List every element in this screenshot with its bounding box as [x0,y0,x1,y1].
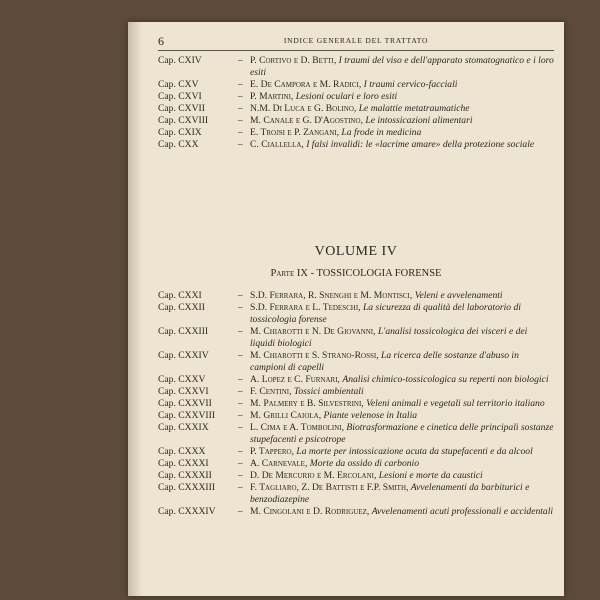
chapter-authors: E. De Campora e M. Radici [250,78,359,90]
chapter-authors: F. Centini [250,385,290,397]
chapter-authors: M. Chiarotti e N. De Giovanni [250,325,374,337]
chapter-number: Cap. CXXIII [158,325,209,337]
chapter-number: Cap. CXVIII [158,115,209,127]
chapter-authors: M. Cingolani e D. Rodriguez [250,506,367,518]
chapter-title: La sicurezza di qualità del laboratorio di tossicologia forense [250,302,521,325]
chapter-number: Cap. CXXX [158,446,206,458]
chapter-description: M. Chiarotti e N. De Giovanni, L'analisi tossicologica dei visceri e dei liquidi biologici [250,325,528,349]
chapter-description: P. Tappero, La morte per intossicazione acuta da stupefacenti e da alcool [250,446,533,458]
chapter-authors: M. Chiarotti e S. Strano-Rossi [250,349,377,361]
chapter-number: Cap. CXXXIII [158,482,216,494]
chapter-description: N.M. Di Luca e G. Bolino, Le malattie metatraumatiche [250,103,470,115]
chapter-description: A. Carnevale, Morte da ossido di carbonio [250,458,420,470]
chapter-entry [158,103,554,115]
chapter-title: I traumi cervico-facciali [363,78,458,90]
chapter-authors: P. Tappero [250,446,292,458]
chapter-description: M. Cingolani e D. Rodriguez, Avvelenamenti acuti professionali e accidentali [250,506,554,518]
chapter-title: I falsi invalidi: le «lacrime amare» della protezione sociale [306,139,535,151]
entry-dash: – [238,90,243,102]
chapter-entry [158,506,554,518]
chapter-entry [158,422,554,446]
volume-title: VOLUME IV [314,244,398,259]
chapter-title: I traumi del viso e dell'apparato stomatognatico e i loro esiti [250,55,554,78]
entry-dash: – [238,373,243,385]
entry-dash: – [238,397,243,409]
chapter-authors: M. Canale e G. D'Agostino [250,115,361,127]
chapter-number: Cap. CXV [158,78,199,90]
chapter-number: Cap. CXXXI [158,458,209,470]
chapter-title: L'analisi tossicologica dei visceri e dei liquidi biologici [250,325,528,349]
book-page [128,22,564,596]
chapter-description: F. Tagliaro, Z. De Battisti e F.P. Smith, Avvelenamenti da barbiturici e benzodiazepine [250,482,530,506]
chapter-description: M. Grilli Caiola, Piante velenose in Italia [250,410,418,422]
chapter-title: La frode in medicina [341,127,422,139]
chapter-number: Cap. CXXXIV [158,506,216,518]
entry-dash: – [238,385,243,397]
chapter-entry [158,386,554,398]
page-header [158,34,554,51]
chapter-title: Avvelenamenti da barbiturici e benzodiazepine [250,482,530,506]
chapter-description: M. Canale e G. D'Agostino, Le intossicazioni alimentari [250,115,473,127]
chapter-number: Cap. CXXVII [158,397,212,409]
chapter-title: Le malattie metatraumatiche [358,103,470,115]
chapter-authors: S.D. Ferrara, R. Snenghi e M. Montisci [250,290,410,301]
chapter-title: Avvelenamenti acuti professionali e accidentali [371,506,554,518]
chapter-description: P. Martini, Lesioni oculari e loro esiti [250,90,398,102]
chapter-authors: P. Cortivo e D. Betti [250,55,334,66]
chapter-authors: F. Tagliaro, Z. De Battisti e F.P. Smith [250,482,406,494]
entry-dash: – [238,78,243,90]
chapter-entry [158,55,554,79]
chapter-authors: M. Grilli Caiola [250,410,319,422]
chapter-description: D. De Mercurio e M. Ercolani, Lesioni e morte da caustici [250,470,483,482]
chapter-entry [158,139,554,151]
chapter-number: Cap. CXIV [158,55,202,66]
chapter-number: Cap. CXXV [158,373,206,385]
chapter-number: Cap. CXXI [158,290,202,301]
chapter-entry [158,290,554,302]
chapter-authors: M. Palmery e B. Silvestrini [250,397,362,409]
chapter-entry [158,374,554,386]
chapter-authors: S.D. Ferrara e L. Tedeschi [250,302,359,314]
entry-dash: – [238,482,243,494]
chapter-title: Veleni animali e vegetali sul territorio italiano [366,397,545,409]
chapter-description: M. Chiarotti e S. Strano-Rossi, La ricerca delle sostanze d'abuso in campioni di capelli [250,349,519,373]
chapter-authors: L. Cima e A. Tombolini [250,422,342,434]
chapter-authors: A. Lopez e C. Furnari [250,373,338,385]
chapter-authors: E. Trojsi e P. Zangani [250,127,337,139]
chapter-authors: N.M. Di Luca e G. Bolino [250,103,354,115]
chapter-description: E. De Campora e M. Radici, I traumi cervico-facciali [250,78,458,90]
entry-dash: – [238,302,243,314]
chapter-entry [158,302,554,326]
chapter-title: Le intossicazioni alimentari [365,115,473,127]
chapter-authors: A. Carnevale [250,458,305,470]
chapter-title: Morte da ossido di carbonio [309,458,420,470]
chapter-list-part-viii [158,55,554,151]
chapter-authors: P. Martini [250,90,291,102]
chapter-number: Cap. CXXIX [158,422,209,434]
chapter-description: L. Cima e A. Tombolini, Biotrasformazione e cinetica delle principali sostanze stupefacenti e psicotrope [250,422,554,445]
chapter-entry [158,482,554,506]
chapter-description: S.D. Ferrara e L. Tedeschi, La sicurezza di qualità del laboratorio di tossicologia forense [250,302,521,325]
chapter-number: Cap. CXXVI [158,385,209,397]
chapter-title: Piante velenose in Italia [323,410,418,422]
entry-dash: – [238,127,243,139]
chapter-number: Cap. CXVI [158,90,202,102]
chapter-title: Tossici ambientali [293,385,364,397]
chapter-description: E. Trojsi e P. Zangani, La frode in medicina [250,127,422,139]
chapter-number: Cap. CXXXII [158,470,212,482]
running-title: INDICE GENERALE DEL TRATTATO [283,36,429,45]
part-label: Parte IX [270,268,308,279]
chapter-title: Lesioni e morte da caustici [378,470,483,482]
entry-dash: – [238,139,243,151]
chapter-title: La morte per intossicazione acuta da stupefacenti e da alcool [296,446,533,458]
entry-dash: – [238,55,243,66]
entry-dash: – [238,506,243,518]
chapter-entry [158,410,554,422]
chapter-description: A. Lopez e C. Furnari, Analisi chimico-tossicologica su reperti non biologici [250,373,549,385]
part-title: TOSSICOLOGIA FORENSE [316,268,442,279]
chapter-description: F. Centini, Tossici ambientali [250,385,364,397]
entry-dash: – [238,115,243,127]
chapter-entry [158,350,554,374]
chapter-title: Biotrasformazione e cinetica delle principali sostanze stupefacenti e psicotrope [250,422,554,445]
chapter-entry [158,79,554,91]
entry-dash: – [238,410,243,422]
page-gutter-shadow [128,22,142,596]
chapter-title: Analisi chimico-tossicologica su reperti non biologici [342,373,549,385]
entry-dash: – [238,290,243,301]
chapter-number: Cap. CXIX [158,127,202,139]
chapter-authors: C. Ciallella [250,139,302,151]
entry-dash: – [238,458,243,470]
entry-dash: – [238,325,243,337]
entry-dash: – [238,470,243,482]
chapter-entry [158,446,554,458]
chapter-description: S.D. Ferrara, R. Snenghi e M. Montisci, Veleni e avvelenamenti [250,290,503,301]
chapter-title: La ricerca delle sostanze d'abuso in campioni di capelli [250,349,519,373]
entry-dash: – [238,422,243,434]
chapter-title: Veleni e avvelenamenti [414,290,503,301]
chapter-description: M. Palmery e B. Silvestrini, Veleni animali e vegetali sul territorio italiano [250,397,545,409]
chapter-entry [158,326,554,350]
chapter-number: Cap. CXX [158,139,199,151]
chapter-entry [158,115,554,127]
chapter-title: Lesioni oculari e loro esiti [295,90,398,102]
chapter-number: Cap. CXXVIII [158,410,216,422]
chapter-entry [158,127,554,139]
chapter-number: Cap. CXXII [158,302,205,314]
chapter-description: P. Cortivo e D. Betti, I traumi del viso e dell'apparato stomatognatico e i loro esiti [250,55,554,78]
chapter-number: Cap. CXXIV [158,349,209,361]
entry-dash: – [238,349,243,361]
chapter-entry [158,458,554,470]
page-number: 6 [158,34,164,48]
chapter-entry [158,470,554,482]
chapter-description: C. Ciallella, I falsi invalidi: le «lacrime amare» della protezione sociale [250,139,535,151]
chapter-entry [158,91,554,103]
entry-dash: – [238,103,243,115]
chapter-authors: D. De Mercurio e M. Ercolani [250,470,374,482]
entry-dash: – [238,446,243,458]
chapter-list-part-ix [158,290,554,518]
chapter-number: Cap. CXVII [158,103,205,115]
part-heading: Parte IX - TOSSICOLOGIA FORENSE [270,268,442,279]
chapter-entry [158,398,554,410]
